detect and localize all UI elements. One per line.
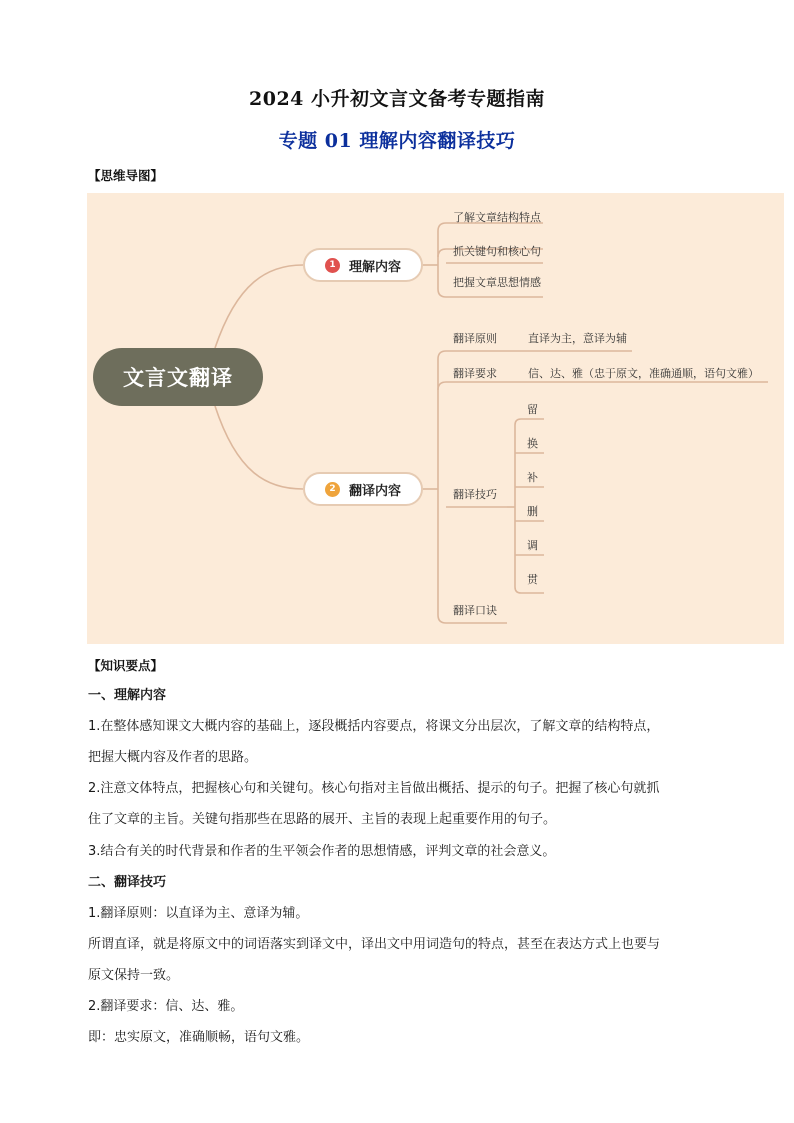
mindmap-skill-item: 换 [527, 437, 538, 450]
connector-root-branch1 [215, 265, 303, 348]
paragraph-line: 住了文章的主旨。关键句指那些在思路的展开、主旨的表现上起重要作用的句子。 [88, 812, 557, 827]
mindmap-skill-item: 删 [527, 505, 538, 518]
mindmap-label: 【思维导图】 [88, 168, 164, 183]
paragraph-line: 3.结合有关的时代背景和作者的生平领会作者的思想情感，评判文章的社会意义。 [88, 844, 556, 859]
mindmap-skill-item: 贯 [527, 573, 538, 586]
mindmap-root-node: 文言文翻译 [93, 348, 263, 406]
mindmap-skill-item: 调 [527, 539, 538, 552]
mindmap-leaf: 抓关键句和核心句 [453, 245, 541, 258]
mindmap-branch-translation [303, 472, 423, 506]
paragraph-line: 所谓直译，就是将原文中的词语落实到译文中，译出文中用词造句的特点，甚至在表达方式上也要与 [88, 937, 661, 952]
mindmap-leaf-skills-label: 翻译技巧 [453, 488, 497, 501]
mindmap-skill-item: 留 [527, 403, 538, 416]
mindmap-skill-item: 补 [527, 471, 538, 484]
branch-label: 翻译内容 [348, 483, 401, 499]
document-subtitle: 专题 01 理解内容翻译技巧 [278, 130, 516, 152]
mindmap-leaf: 把握文章思想情感 [453, 276, 541, 289]
badge-number-two-icon: 2 [325, 482, 340, 497]
paragraph-line: 2.翻译要求：信、达、雅。 [88, 999, 244, 1014]
mindmap-leaf-requirement-value: 信、达、雅（忠于原文，准确通顺，语句文雅） [528, 367, 759, 380]
mindmap-leaf-principle-label: 翻译原则 [453, 332, 497, 345]
badge-number-one-icon: 1 [325, 258, 340, 273]
paragraph-line: 即：忠实原文，准确顺畅，语句文雅。 [88, 1030, 310, 1045]
mindmap-leaf-requirement-label: 翻译要求 [453, 367, 497, 380]
knowledge-label: 【知识要点】 [88, 658, 164, 673]
document-title: 2024 小升初文言文备考专题指南 [249, 88, 545, 110]
mindmap-branch-understanding [303, 248, 423, 282]
mindmap-leaf-principle-value: 直译为主，意译为辅 [528, 332, 627, 345]
paragraph-line: 1.在整体感知课文大概内容的基础上，逐段概括内容要点，将课文分出层次，了解文章的结构特点， [88, 719, 660, 734]
section-heading: 二、翻译技巧 [88, 875, 167, 890]
mindmap [87, 193, 784, 644]
section-heading: 一、理解内容 [88, 688, 167, 703]
paragraph-line: 2.注意文体特点，把握核心句和关键句。核心句指对主旨做出概括、提示的句子。把握了核心句就抓 [88, 781, 660, 796]
paragraph-line: 把握大概内容及作者的思路。 [88, 750, 258, 765]
mindmap-connectors [87, 193, 784, 644]
branch-label: 理解内容 [348, 259, 401, 275]
paragraph-line: 1.翻译原则：以直译为主、意译为辅。 [88, 906, 309, 921]
mindmap-leaf: 了解文章结构特点 [453, 211, 541, 224]
mindmap-leaf-formula-label: 翻译口诀 [453, 604, 497, 617]
connector-root-branch2 [215, 406, 303, 489]
paragraph-line: 原文保持一致。 [88, 968, 180, 983]
